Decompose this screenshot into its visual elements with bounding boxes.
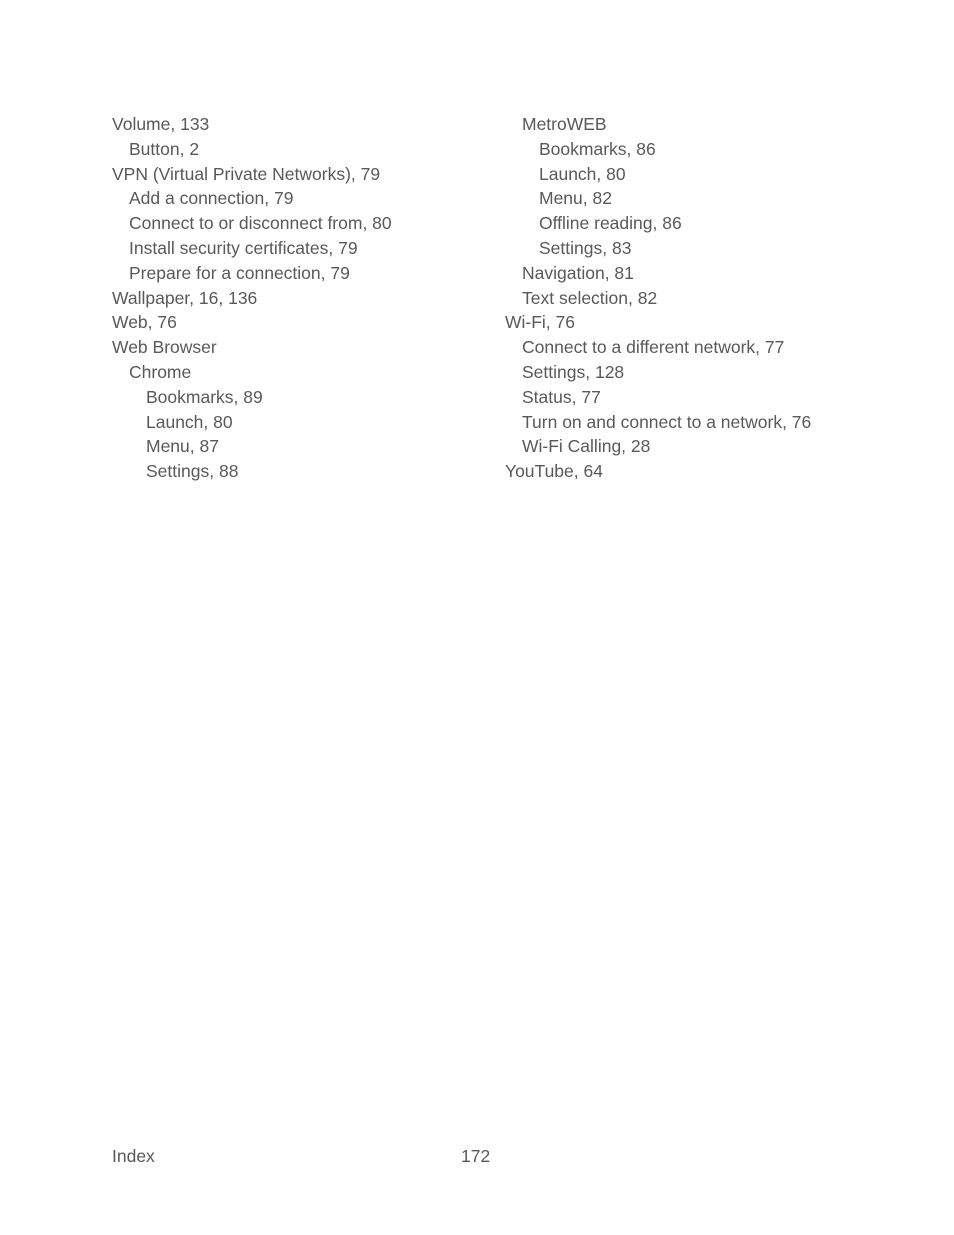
index-entry: Connect to a different network, 77 <box>522 337 785 358</box>
index-entry: Status, 77 <box>522 386 601 407</box>
footer-page-number: 172 <box>461 1146 491 1166</box>
index-entry: Bookmarks, 89 <box>146 386 263 407</box>
index-entry: YouTube, 64 <box>505 461 603 482</box>
index-column-left <box>112 112 492 484</box>
index-entry: Volume, 133 <box>112 114 210 134</box>
index-column-right <box>505 112 905 484</box>
index-entry: Settings, 128 <box>522 361 625 382</box>
index-entry: MetroWEB <box>522 114 607 134</box>
index-entry: Install security certificates, 79 <box>129 237 358 258</box>
index-entry: Menu, 87 <box>146 436 219 457</box>
index-entry: Wi-Fi Calling, 28 <box>522 436 651 457</box>
index-entry: Menu, 82 <box>539 188 612 209</box>
index-entry: Wi-Fi, 76 <box>505 312 575 333</box>
index-entry: Settings, 83 <box>539 237 632 258</box>
index-entry: Prepare for a connection, 79 <box>129 262 350 283</box>
index-entry: Turn on and connect to a network, 76 <box>522 411 812 432</box>
index-entry: Launch, 80 <box>146 411 233 432</box>
index-entry: Wallpaper, 16, 136 <box>112 287 258 308</box>
index-entry: Add a connection, 79 <box>129 188 294 209</box>
index-entry: Connect to or disconnect from, 80 <box>129 213 392 234</box>
index-entry: Web Browser <box>112 337 217 358</box>
index-entry: Button, 2 <box>129 138 200 159</box>
index-entry: Navigation, 81 <box>522 262 634 283</box>
index-entry: VPN (Virtual Private Networks), 79 <box>112 163 381 184</box>
index-entry: Chrome <box>129 361 192 382</box>
footer-section-label: Index <box>112 1146 155 1166</box>
index-entry: Launch, 80 <box>539 163 626 184</box>
index-entry: Bookmarks, 86 <box>539 138 656 159</box>
index-entry: Web, 76 <box>112 312 177 333</box>
index-entry: Settings, 88 <box>146 461 239 482</box>
index-entry: Text selection, 82 <box>522 287 658 308</box>
index-entry: Offline reading, 86 <box>539 213 682 234</box>
